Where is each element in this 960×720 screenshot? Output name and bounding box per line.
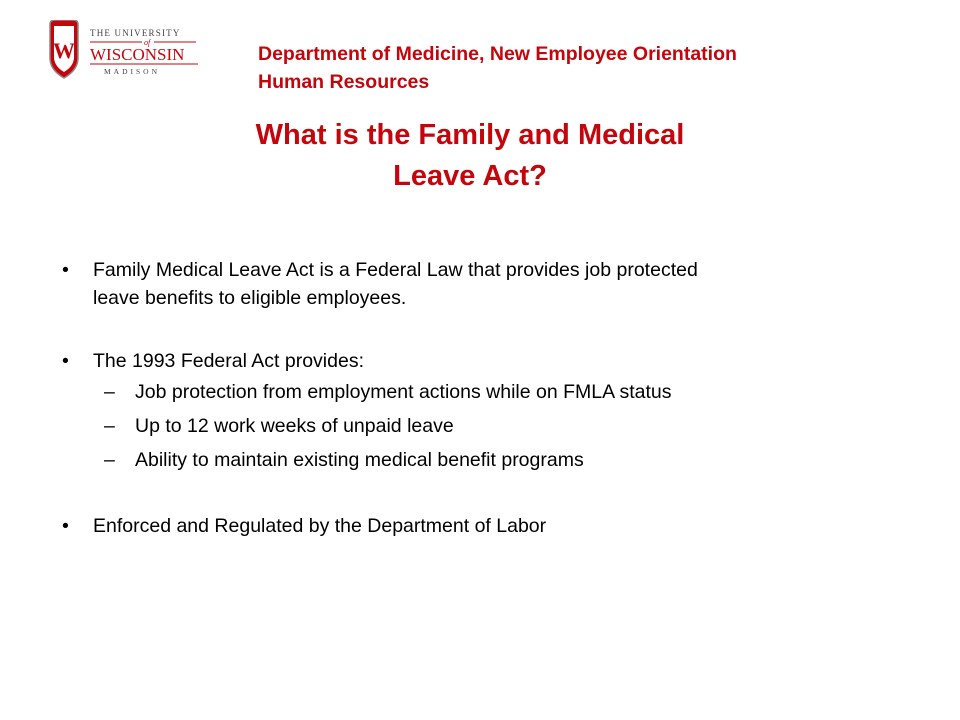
slide-title (160, 115, 780, 197)
logo-line-1: THE UNIVERSITY (90, 28, 181, 38)
bullet-glyph: • (62, 515, 69, 537)
university-logo (44, 20, 204, 82)
bullet-item-3 (62, 512, 902, 540)
logo-line-3: WISCONSIN (90, 45, 185, 64)
crest-icon (44, 20, 204, 82)
bullet-1-line-1: Family Medical Leave Act is a Federal Law that provides job protected (93, 259, 698, 281)
dash-glyph: – (104, 449, 115, 471)
bullet-item-2 (62, 347, 902, 375)
sub-item-2 (62, 409, 902, 443)
sub-item-1-text: Job protection from employment actions while on FMLA status (135, 381, 672, 403)
sub-item-3 (62, 443, 902, 477)
bullet-1-line-2: leave benefits to eligible employees. (93, 287, 407, 309)
logo-line-2: of (144, 38, 151, 47)
header-line-2: Human Resources (258, 71, 430, 93)
sub-item-3-text: Ability to maintain existing medical benefit programs (135, 449, 584, 471)
header (258, 40, 737, 96)
header-line-1: Department of Medicine, New Employee Orientation (258, 43, 737, 65)
title-line-2: Leave Act? (393, 160, 547, 192)
dash-glyph: – (104, 381, 115, 403)
sub-item-1 (62, 375, 902, 409)
bullet-item-1 (62, 256, 902, 312)
dash-glyph: – (104, 415, 115, 437)
bullet-3-text: Enforced and Regulated by the Department of Labor (93, 515, 547, 537)
sub-item-2-text: Up to 12 work weeks of unpaid leave (135, 415, 454, 437)
bullet-glyph: • (62, 350, 69, 372)
bullet-list (62, 256, 902, 540)
title-line-1: What is the Family and Medical (255, 119, 685, 151)
bullet-2-text: The 1993 Federal Act provides: (93, 350, 364, 372)
crest-letter: W (53, 38, 75, 63)
bullet-glyph: • (62, 259, 69, 281)
logo-line-4: MADISON (104, 67, 161, 76)
